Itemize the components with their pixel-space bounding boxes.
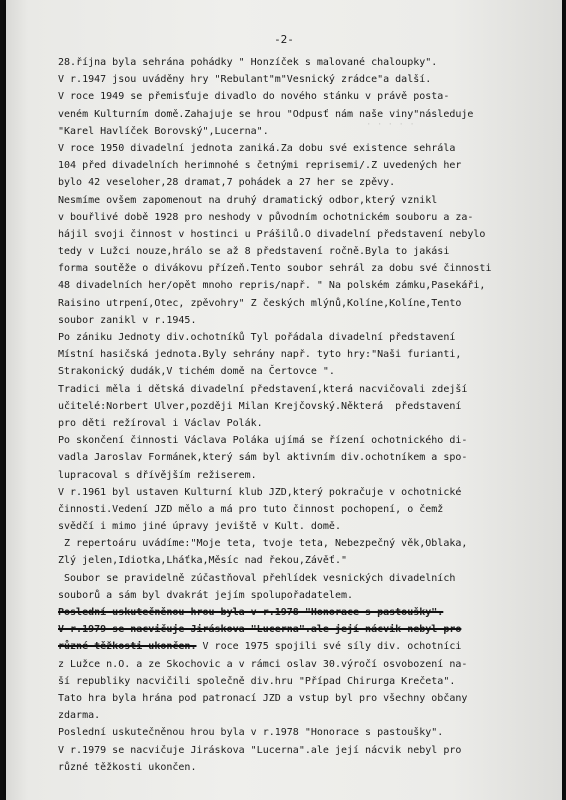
text-line: Strakonický dudák,V tichém domě na Čertovce ". — [58, 366, 335, 378]
text-line: různé těžkosti ukončen. — [58, 761, 197, 773]
text-line: V roce 1949 se přemisťuje divadlo do nového stánku v právě posta- — [58, 91, 450, 103]
text-line: forma soutěže o divákovu přízeň.Tento soubor sehrál za dobu své činnosti — [58, 263, 492, 275]
text-line: činnosti.Vedení JZD mělo a má pro tuto činnost pochopení, o čemž — [58, 503, 444, 515]
text-line: bylo 42 veseloher,28 dramat,7 pohádek a 27 her se zpěvy. — [58, 177, 396, 189]
text-line: V r.1961 byl ustaven Kulturní klub JZD,který pokračuje v ochotnické — [58, 486, 462, 498]
text-line: pro děti režíroval i Václav Polák. — [58, 417, 263, 429]
text-line: Nesmíme ovšem zapomenout na druhý dramatický odbor,který vznikl — [58, 194, 438, 206]
text-line: Místní hasičská jednota.Byly sehrány např. tyto hry:"Naši furianti, — [58, 349, 462, 361]
text-line: Po zániku Jednoty div.ochotníků Tyl pořádala divadelní představení — [58, 332, 456, 343]
text-line: zdarma. — [58, 710, 101, 722]
text-line: 48 divadelních her/opět mnoho repris/např. " Na polském zámku,Pasekáři, — [58, 280, 486, 292]
text-line: V roce 1950 divadelní jednota zaniká.Za dobu své existence sehrála — [58, 142, 456, 154]
text-line: vadla Jaroslav Formánek,který sám byl aktivním div.ochotníkem a spo- — [58, 452, 468, 464]
text-line: veném Kulturním domě.Zahajuje se hrou "Odpusť nám naše viny"následuje — [58, 108, 474, 120]
page-number: -2- — [274, 33, 294, 46]
text-line: Tradici měla i dětská divadelní představení,která nacvičovali zdejší — [58, 383, 468, 395]
text-line: V r.1979 se nacvičuje Jiráskova "Lucerna".ale její nácvik nebyl pro — [58, 744, 462, 756]
text-line: ší republiky nacvičili společně div.hru "Případ Chirurga Krečeta". — [58, 675, 456, 687]
text-line: v bouřlivé době 1928 pro neshody v původním ochotnickém souboru a za- — [58, 211, 474, 223]
text-fragment: V roce 1975 spojili své síly div. ochotníci — [196, 641, 462, 653]
text-line: z Lužce n.O. a ze Skochovic a v rámci oslav 30.výročí osvobození na- — [58, 658, 468, 670]
bleed-through-text: · · · · · — [366, 120, 415, 130]
text-line: Poslední uskutečněnou hrou byla v r.1978 "Honorace s pastoušky". — [58, 727, 444, 739]
text-line: souborů a sám byl dvakrát jejím spolupořadatelem. — [58, 589, 354, 601]
text-line: 28.října byla sehrána pohádky " Honzíček s malované chaloupky". — [58, 57, 438, 68]
text-line: Zlý jelen,Idiotka,Lháťka,Měsíc nad řekou,Závěť." — [58, 555, 347, 567]
text-line: Raisino utrpení,Otec, zpěvohry" Z českých mlýnů,Kolíne,Kolíne,Tento — [58, 297, 462, 309]
document-page — [6, 0, 562, 800]
typed-body-text — [58, 54, 558, 776]
text-line: V r.1947 jsou uváděny hry "Rebulant"m"Vesnický zrádce"a další. — [58, 74, 432, 86]
text-line: "Karel Havlíček Borovský",Lucerna". — [58, 125, 269, 137]
text-line: svědčí i mimo jiné úpravy jeviště v Kult. domě. — [58, 521, 341, 533]
text-line: hájil svoji činnost v hostinci u Prášilů.O divadelní představení nebylo — [58, 228, 486, 240]
text-line: lupracoval s dřívějším režiserem. — [58, 469, 257, 481]
struck-text-line: Poslední uskutečněnou hrou byla v r.1978 "Honorace s pastoušky". — [58, 607, 444, 618]
text-line: 104 před divadelních herimnohé s četnými reprisemi/.Z uvedených her — [58, 160, 462, 172]
struck-text-line: V r.1979 se nacvičuje Jiráskova "Lucerna".ale její nácvik nebyl pro — [58, 624, 462, 636]
text-line: učitelé:Norbert Ulver,později Milan Krejčovský.Některá představení — [58, 400, 462, 412]
text-line: Tato hra byla hrána pod patronací JZD a vstup byl pro všechny občany — [58, 692, 468, 704]
text-line: Po skončení činnosti Václava Poláka ujímá se řízení ochotnického di- — [58, 435, 468, 447]
text-line: Soubor se pravidelně zúčastňoval přehlídek vesnických divadelních — [58, 572, 456, 584]
text-line: tedy v Lužci nouze,hrálo se až 8 představení ročně.Byla to jakási — [58, 246, 450, 258]
text-line: Z repertoáru uvádíme:"Moje teta, tvoje teta, Nebezpečný věk,Oblaka, — [58, 538, 468, 550]
text-line: soubor zanikl v r.1945. — [58, 314, 197, 326]
struck-text-fragment: různé těžkosti ukončen. — [58, 641, 197, 653]
mixed-text-line — [58, 638, 558, 655]
